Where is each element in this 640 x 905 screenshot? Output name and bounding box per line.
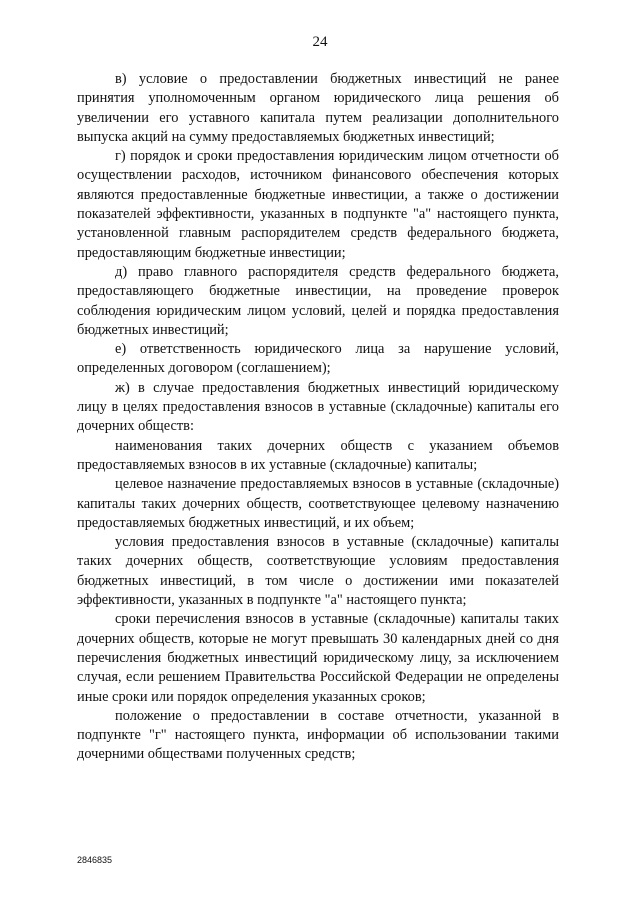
paragraph-subsidiary-names: наименования таких дочерних обществ с указанием объемов предоставляемых взносов в их уставные (складочные) капиталы; — [77, 437, 559, 473]
paragraph-d: д) право главного распорядителя средств федерального бюджета, предоставляющего бюджетные инвестиции, на проведение проверок соблюдения юридическим лицом условий, целей и порядка предоставления бюджетных инвестиций; — [77, 263, 559, 338]
page-number: 24 — [312, 34, 328, 50]
document-body — [77, 70, 559, 765]
paragraph-g: г) порядок и сроки предоставления юридическим лицом отчетности об осуществлении расходов, источником финансового обеспечения которых являются предоставленные бюджетные инвестиции, а также о достижении показателей эффективности, указанных в подпункте "а" настоящего пункта, установленной главным распорядителем средств федерального бюджета, предоставляющим бюджетные инвестиции; — [77, 148, 559, 261]
paragraph-e: е) ответственность юридического лица за нарушение условий, определенных договором (соглашением); — [77, 341, 559, 377]
paragraph-conditions: условия предоставления взносов в уставные (складочные) капиталы таких дочерних обществ, соответствующие условиям предоставления бюджетных инвестиций, в том числе о достижении ими показателей эффективности, указанных в подпункте "а" настоящего пункта; — [77, 534, 559, 609]
paragraph-v: в) условие о предоставлении бюджетных инвестиций не ранее принятия уполномоченным органом юридического лица решения об увеличении его уставного капитала путем реализации дополнительного выпуска акций на сумму предоставляемых бюджетных инвестиций; — [77, 71, 559, 145]
paragraph-reporting-provision: положение о предоставлении в составе отчетности, указанной в подпункте "г" настоящего пункта, информации об использовании такими дочерними обществами полученных средств; — [77, 707, 559, 763]
paragraph-zh: ж) в случае предоставления бюджетных инвестиций юридическому лицу в целях предоставления взносов в уставные (складочные) капиталы его дочерних обществ: — [77, 379, 559, 435]
paragraph-target-purpose: целевое назначение предоставляемых взносов в уставные (складочные) капиталы таких дочерних обществ, соответствующее целевому назначению предоставляемых бюджетных инвестиций, и их объем; — [77, 476, 559, 531]
paragraph-transfer-terms: сроки перечисления взносов в уставные (складочные) капиталы таких дочерних обществ, которые не могут превышать 30 календарных дней со дня перечисления бюджетных инвестиций юридическому лицу, за исключением случая, если решением Правительства Российской Федерации не определены иные сроки или порядок определения указанных сроков; — [77, 611, 559, 705]
document-code: 2846835 — [77, 855, 113, 865]
